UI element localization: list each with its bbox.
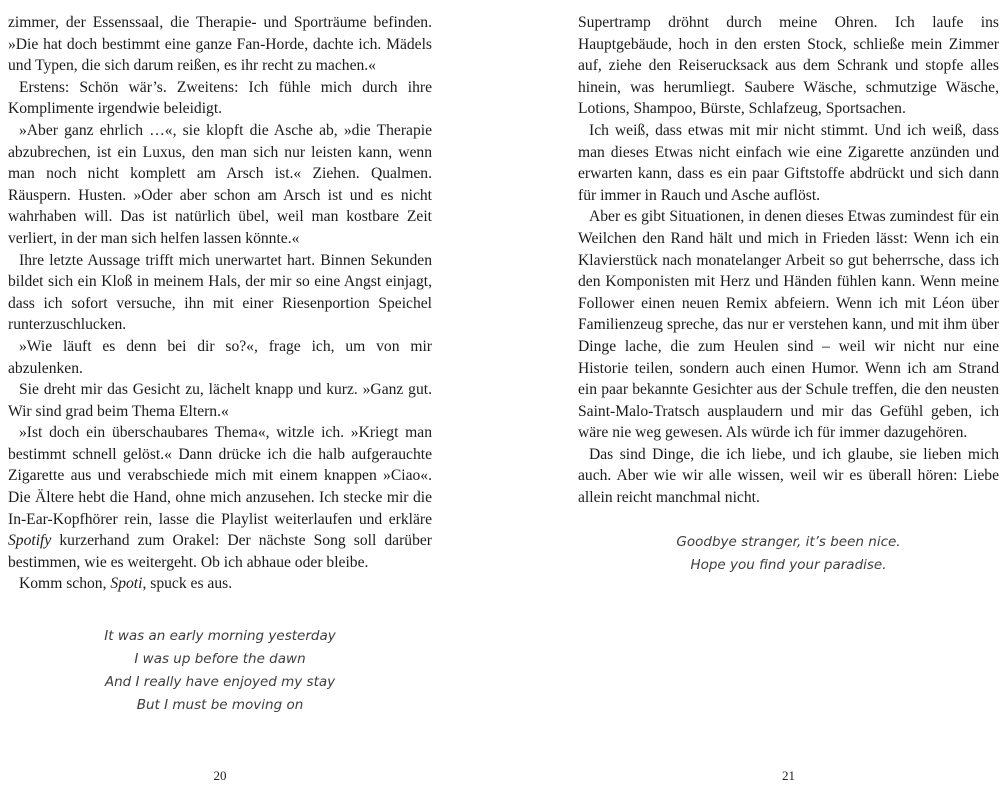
- paragraph: [8, 379, 432, 422]
- italic-text: Spoti: [110, 575, 143, 593]
- lyric-line: I was up before the dawn: [134, 651, 306, 668]
- lyric-line: Hope you find your paradise.: [690, 556, 887, 573]
- paragraph: [578, 120, 999, 206]
- page-body: [578, 0, 999, 509]
- paragraph: [8, 120, 432, 250]
- paragraph: [578, 12, 999, 120]
- body-text: Ihre letzte Aussage trifft mich unerwartet hart. Binnen Sekunden bildet sich ein Kloß in meinem Hals, der mir so eine Angst einjagt, dass ich sofort versuche, ihn mit einer Riesenportion Speichel runterzuschlucken.: [8, 251, 432, 334]
- body-text: zimmer, der Essenssaal, die Therapie- und Sporträume befinden. »Die hat doch bestimmt eine ganze Fan-Horde, dachte ich. Mädels und Typen, die sich darum reißen, es ihr recht zu machen.«: [8, 14, 432, 75]
- body-text: Erstens: Schön wär’s. Zweitens: Ich fühle mich durch ihre Komplimente irgendwie beleidigt.: [8, 78, 432, 118]
- paragraph: [8, 12, 432, 77]
- body-text: Supertramp dröhnt durch meine Ohren. Ich laufe ins Hauptgebäude, hoch in den ersten Stock, schließe mein Zimmer auf, ziehe den Reiserucksack aus dem Schrank und stopfe alles hinein, was herumliegt. Saubere Wäsche, schmutzige Wäsche, Lotions, Shampoo, Bürste, Schlafzeug, Sportsachen.: [578, 14, 999, 118]
- lyric-line: And I really have enjoyed my stay: [104, 674, 336, 691]
- body-text: Ich weiß, dass etwas mit mir nicht stimmt. Und ich weiß, dass man dieses Etwas nicht einfach wie eine Zigarette anzünden und erwarten kann, dass es ein paar Giftstoffe abdrückt und sich dann für immer in Rauch und Asche auflöst.: [578, 121, 999, 204]
- body-text: Komm schon,: [19, 575, 111, 593]
- body-text: kurzerhand zum Orakel: Der nächste Song soll darüber bestimmen, wie es weitergeht. Ob ich abhaue oder bleibe.: [8, 532, 432, 571]
- lyrics-block: [578, 531, 999, 577]
- paragraph: [578, 206, 999, 444]
- body-text: »Wie läuft es denn bei dir so?«, frage ich, um von mir abzulenken.: [8, 337, 432, 377]
- paragraph: [8, 336, 432, 379]
- lyric-line: Goodbye stranger, it’s been nice.: [676, 533, 901, 550]
- page-body: [8, 0, 432, 595]
- paragraph: [8, 77, 432, 120]
- paragraph: [578, 444, 999, 509]
- body-text: »Ist doch ein überschaubares Thema«, witzle ich. »Kriegt man bestimmt schnell gelöst.« Dann drücke ich die halb aufgerauchte Zigarette aus und verabschiede mich mit einem knappen »Ciao«. Die Ältere hebt die Hand, ohne mich anzusehen. Ich stecke mir die In-Ear-Kopfhörer rein, lasse die Playlist weiterlaufen und erkläre: [8, 424, 432, 528]
- lyrics-block: [8, 625, 432, 717]
- paragraph: [8, 422, 432, 573]
- page-number: 20: [213, 768, 227, 783]
- paragraph: [8, 573, 432, 595]
- body-text: Aber es gibt Situationen, in denen dieses Etwas zumindest für ein Weilchen den Rand hält und mich in Frieden lässt: Wenn ich ein Klavierstück nach monatelanger Arbeit so gut beherrsche, dass ich den Komponisten mit Herz und Händen fühlen kann. Wenn meine Follower einen neuen Remix abfeiern. Wenn ich mit Léon über Familienzeug spreche, das nur er verstehen kann, und mit ihm über Dinge lache, die zum Heulen sind – weil wir nicht nur eine Historie teilen, sondern auch einen Humor. Wenn ich am Strand ein paar bekannte Gesichter aus der Schule treffen, die den neusten Saint-Malo-Tratsch ausplaudern und mir das Gefühl geben, ich wäre nie weg gewesen. Als würde ich für immer dazugehören.: [578, 208, 999, 442]
- body-text: , spuck es aus.: [142, 575, 233, 593]
- paragraph: [8, 250, 432, 336]
- page-number: 21: [782, 768, 795, 783]
- body-text: Das sind Dinge, die ich liebe, und ich glaube, sie lieben mich auch. Aber wie wir alle wissen, weil wir es überall hören: Liebe allein reicht manchmal nicht.: [578, 445, 999, 507]
- lyric-line: It was an early morning yesterday: [104, 628, 336, 645]
- italic-text: Spotify: [8, 532, 52, 550]
- body-text: »Aber ganz ehrlich …«, sie klopft die Asche ab, »die Therapie abzubrechen, ist ein Luxus, den man sich nur leisten kann, wenn man noch nicht komplett am Arsch ist.« Ziehen. Qualmen. Räuspern. Husten. »Oder aber schon am Arsch ist und es nicht wahrhaben will. Das ist natürlich übel, weil man kostbare Zeit verliert, in der man sich helfen lassen könnte.«: [8, 121, 432, 247]
- body-text: Sie dreht mir das Gesicht zu, lächelt knapp und kurz. »Ganz gut. Wir sind grad beim Thema Eltern.«: [8, 381, 432, 420]
- lyric-line: But I must be moving on: [136, 697, 304, 714]
- book-page-right: [578, 0, 999, 800]
- book-page-left: [8, 0, 432, 800]
